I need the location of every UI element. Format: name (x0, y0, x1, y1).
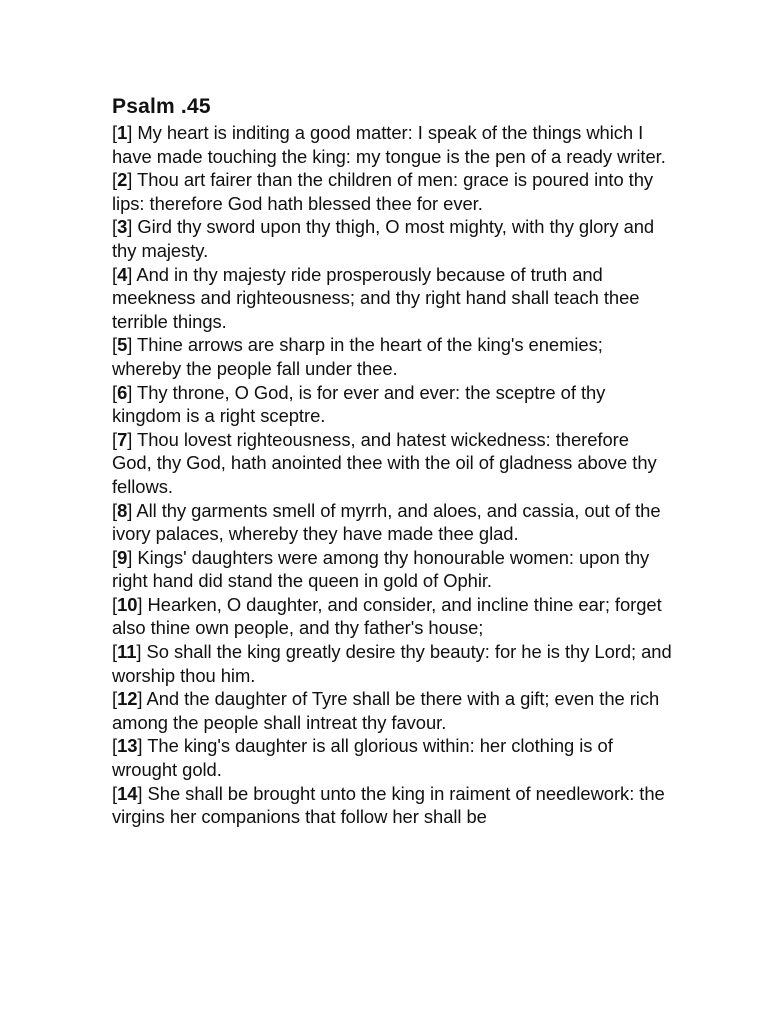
verse-number: 2 (117, 169, 128, 191)
verse-12: [12] And the daughter of Tyre shall be there with a gift; even the rich among the people shall intreat thy favour. (112, 688, 660, 733)
verse-text: So shall the king greatly desire thy beauty: for he is thy Lord; and worship thou him. (112, 641, 672, 686)
verse-text: All thy garments smell of myrrh, and aloes, and cassia, out of the ivory palaces, whereby they have made thee glad. (112, 499, 661, 545)
verse-number: 9 (117, 546, 128, 568)
verse-11: [11] So shall the king greatly desire thy beauty: for he is thy Lord; and worship thou him. (112, 641, 672, 686)
verse-8: [8] All thy garments smell of myrrh, and aloes, and cassia, out of the ivory palaces, whereby they have made thee glad. (112, 499, 661, 545)
verse-number: 10 (117, 593, 138, 615)
verse-text: Gird thy sword upon thy thigh, O most mighty, with thy glory and thy majesty. (112, 216, 655, 261)
verse-text: She shall be brought unto the king in raiment of needlework: the virgins her companions that follow her shall be (112, 782, 665, 828)
verse-number: 3 (117, 216, 128, 238)
verse-9: [9] Kings' daughters were among thy honourable women: upon thy right hand did stand the queen in gold of Ophir. (112, 546, 650, 592)
verse-text: Thou art fairer than the children of men: grace is poured into thy lips: therefore God hath blessed thee for ever. (112, 169, 654, 214)
verse-text: Hearken, O daughter, and consider, and incline thine ear; forget also thine own people, and thy father's house; (112, 593, 662, 639)
verse-5: [5] Thine arrows are sharp in the heart of the king's enemies; whereby the people fall under thee. (112, 334, 603, 379)
verse-10: [10] Hearken, O daughter, and consider, and incline thine ear; forget also thine own people, and thy father's house; (112, 593, 662, 639)
verse-text: And the daughter of Tyre shall be there with a gift; even the rich among the people shall intreat thy favour. (112, 688, 660, 733)
verse-number: 4 (117, 263, 128, 285)
verse-number: 7 (117, 428, 128, 450)
verse-2: [2] Thou art fairer than the children of men: grace is poured into thy lips: therefore God hath blessed thee for ever. (112, 169, 654, 214)
verse-text: Thine arrows are sharp in the heart of the king's enemies; whereby the people fall under thee. (112, 334, 603, 379)
verse-1: [1] My heart is inditing a good matter: I speak of the things which I have made touching the king: my tongue is the pen of a ready writer. (112, 122, 666, 167)
verse-14: [14] She shall be brought unto the king in raiment of needlework: the virgins her companions that follow her shall be (112, 782, 665, 828)
verse-text: Thou lovest righteousness, and hatest wickedness: therefore God, thy God, hath anointed thee with the oil of gladness above thy fellows. (112, 428, 657, 497)
verse-number: 8 (117, 499, 128, 521)
verse-number: 11 (117, 641, 137, 663)
verse-text: My heart is inditing a good matter: I speak of the things which I have made touching the king: my tongue is the pen of a ready writer. (112, 122, 666, 167)
verse-3: [3] Gird thy sword upon thy thigh, O most mighty, with thy glory and thy majesty. (112, 216, 655, 261)
document-page (112, 93, 672, 829)
verse-7: [7] Thou lovest righteousness, and hatest wickedness: therefore God, thy God, hath anointed thee with the oil of gladness above thy fellows. (112, 428, 657, 497)
verse-number: 6 (117, 381, 128, 403)
verse-text: The king's daughter is all glorious within: her clothing is of wrought gold. (112, 735, 613, 781)
verse-number: 1 (117, 122, 128, 143)
verse-number: 12 (117, 688, 138, 710)
verse-number: 13 (117, 735, 138, 757)
verse-13: [13] The king's daughter is all glorious within: her clothing is of wrought gold. (112, 735, 613, 781)
verse-4: [4] And in thy majesty ride prosperously because of truth and meekness and righteousness; and thy right hand shall teach thee terrible things. (112, 263, 640, 332)
verse-6: [6] Thy throne, O God, is for ever and ever: the sceptre of thy kingdom is a right sceptre. (112, 381, 606, 427)
document-title: Psalm .45 (112, 95, 211, 118)
verse-text: Thy throne, O God, is for ever and ever: the sceptre of thy kingdom is a right sceptre. (112, 381, 606, 427)
verse-number: 5 (117, 334, 128, 356)
verse-number: 14 (117, 782, 138, 804)
verse-text: Kings' daughters were among thy honourable women: upon thy right hand did stand the queen in gold of Ophir. (112, 546, 650, 592)
verse-text: And in thy majesty ride prosperously because of truth and meekness and righteousness; and thy right hand shall teach thee terrible things. (112, 263, 640, 332)
